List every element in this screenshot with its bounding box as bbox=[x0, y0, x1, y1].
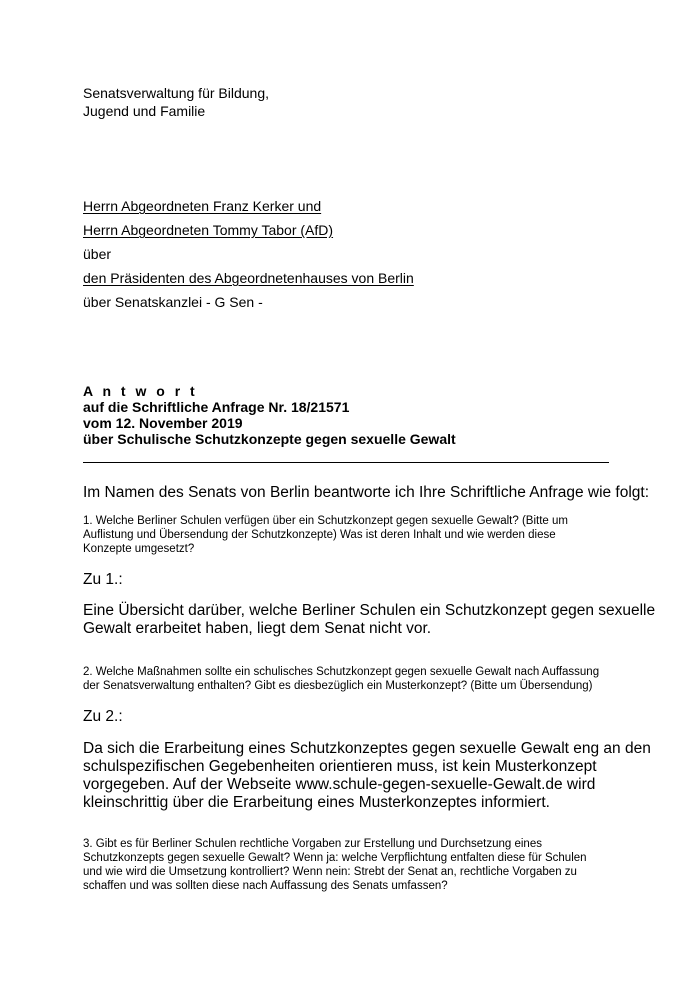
question-line: Schutzkonzepts gegen sexuelle Gewalt? Wenn ja: welche Verpflichtung entfalten diese für Schulen bbox=[83, 852, 587, 864]
answer-2-heading: Zu 2.: bbox=[83, 708, 123, 725]
address-line: den Präsidenten des Abgeordnetenhauses von Berlin bbox=[83, 270, 414, 286]
question-line: 3. Gibt es für Berliner Schulen rechtliche Vorgaben zur Erstellung und Durchsetzung eines bbox=[83, 838, 542, 850]
address-line: Herrn Abgeordneten Franz Kerker und bbox=[83, 198, 322, 214]
question-2 bbox=[83, 665, 613, 693]
title-line: vom 12. November 2019 bbox=[83, 415, 243, 431]
question-line: schaffen und was sollten diese nach Auffassung des Senats umfassen? bbox=[83, 880, 448, 892]
answer-1 bbox=[83, 602, 656, 638]
title-line: über Schulische Schutzkonzepte gegen sexuelle Gewalt bbox=[83, 431, 456, 447]
answer-line: schulspezifischen Gegebenheiten orientieren muss, ist kein Musterkonzept bbox=[83, 758, 597, 775]
sender-line: Jugend und Familie bbox=[83, 103, 206, 119]
answer-2 bbox=[83, 740, 651, 812]
answer-line: vorgegeben. Auf der Webseite www.schule-gegen-sexuelle-Gewalt.de wird bbox=[83, 776, 596, 793]
title-line: auf die Schriftliche Anfrage Nr. 18/21571 bbox=[83, 399, 350, 415]
answer-title bbox=[83, 383, 456, 447]
title-divider bbox=[83, 462, 609, 463]
question-line: und wie wird die Umsetzung kontrolliert? Wenn nein: Strebt der Senat an, rechtliche Vorgaben zu bbox=[83, 866, 577, 878]
sender-line: Senatsverwaltung für Bildung, bbox=[83, 85, 269, 101]
title-line: A n t w o r t bbox=[83, 383, 198, 399]
answer-line: kleinschrittig über die Erarbeitung eines Musterkonzeptes informiert. bbox=[83, 794, 550, 811]
question-line: 1. Welche Berliner Schulen verfügen über ein Schutzkonzept gegen sexuelle Gewalt? (Bitte um bbox=[83, 515, 568, 527]
answer-line: Gewalt erarbeitet haben, liegt dem Senat nicht vor. bbox=[83, 620, 432, 637]
question-3 bbox=[83, 837, 613, 893]
answer-line: Eine Übersicht darüber, welche Berliner Schulen ein Schutzkonzept gegen sexuelle bbox=[83, 602, 656, 619]
question-1 bbox=[83, 514, 613, 556]
sender-block bbox=[83, 84, 269, 120]
address-line: über Senatskanzlei - G Sen - bbox=[83, 294, 263, 310]
question-line: der Senatsverwaltung enthalten? Gibt es diesbezüglich ein Musterkonzept? (Bitte um Übersendung) bbox=[83, 680, 593, 692]
address-line: über bbox=[83, 246, 112, 262]
answer-line: Da sich die Erarbeitung eines Schutzkonzeptes gegen sexuelle Gewalt eng an den bbox=[83, 740, 651, 757]
question-line: Konzepte umgesetzt? bbox=[83, 543, 195, 555]
question-line: 2. Welche Maßnahmen sollte ein schulisches Schutzkonzept gegen sexuelle Gewalt nach Auffassung bbox=[83, 666, 600, 678]
address-line: Herrn Abgeordneten Tommy Tabor (AfD) bbox=[83, 222, 334, 238]
intro-text: Im Namen des Senats von Berlin beantworte ich Ihre Schriftliche Anfrage wie folgt: bbox=[83, 484, 650, 501]
answer-1-heading: Zu 1.: bbox=[83, 571, 123, 588]
question-line: Auflistung und Übersendung der Schutzkonzepte) Was ist deren Inhalt und wie werden diese bbox=[83, 529, 556, 541]
